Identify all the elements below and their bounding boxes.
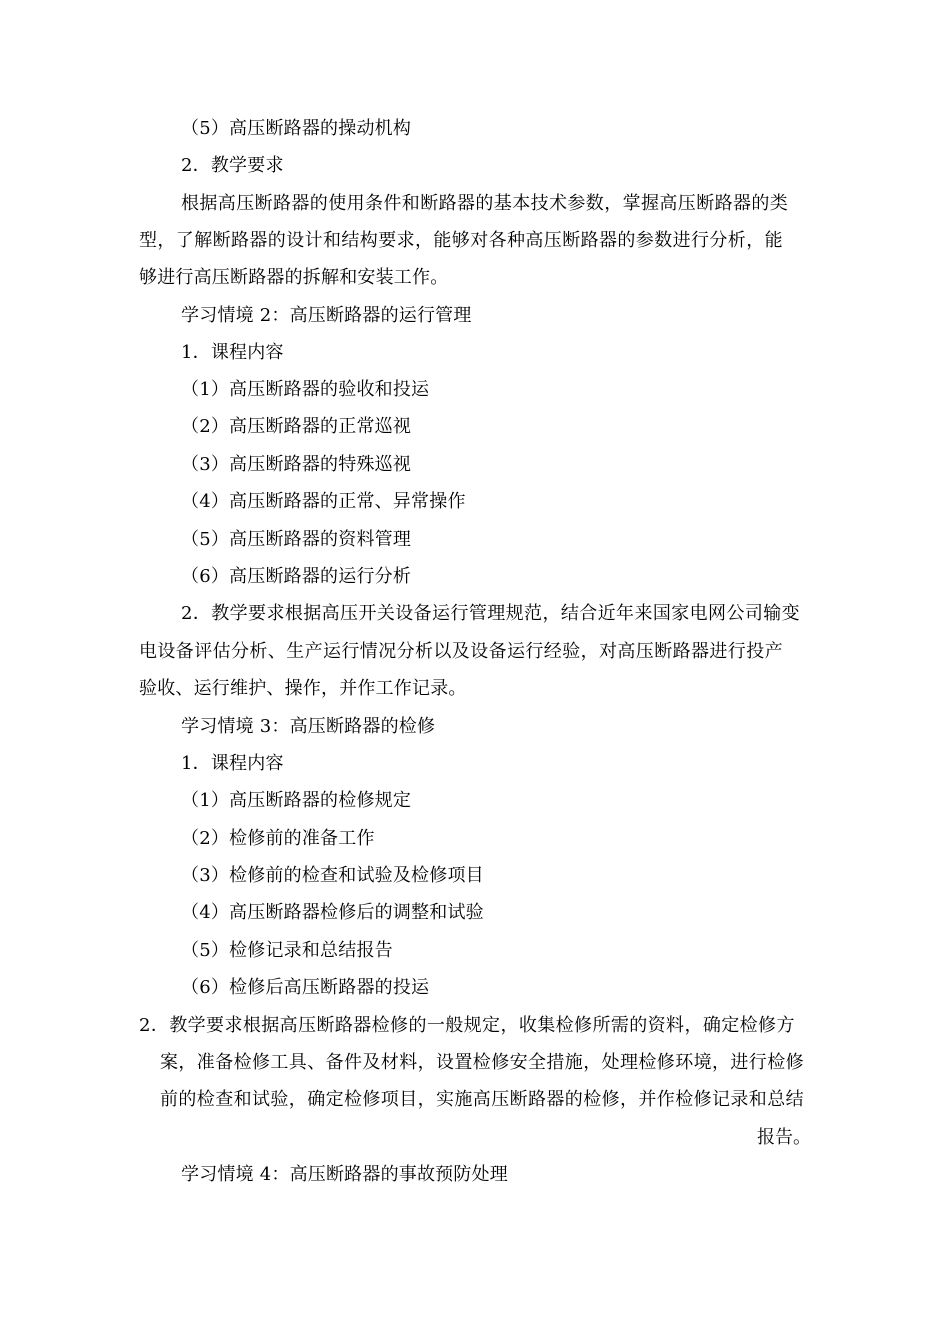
- situation-title: 学习情境 3：高压断路器的检修: [181, 716, 436, 737]
- paragraph-line: 2．教学要求根据高压开关设备运行管理规范，结合近年来国家电网公司输变: [181, 603, 801, 624]
- list-item: （6）检修后高压断路器的投运: [181, 977, 430, 998]
- list-item: （1）高压断路器的验收和投运: [181, 379, 430, 400]
- list-item: （6）高压断路器的运行分析: [181, 566, 412, 587]
- list-item: （2）高压断路器的正常巡视: [181, 416, 412, 437]
- paragraph-line: 根据高压断路器的使用条件和断路器的基本技术参数，掌握高压断路器的类: [181, 193, 789, 214]
- paragraph-line: 2．教学要求根据高压断路器检修的一般规定，收集检修所需的资料，确定检修方: [139, 1015, 795, 1036]
- list-item: （5）高压断路器的操动机构: [181, 118, 412, 139]
- paragraph-line: 电设备评估分析、生产运行情况分析以及设备运行经验，对高压断路器进行投产: [139, 641, 783, 662]
- section-heading: 2．教学要求: [181, 155, 284, 176]
- list-item: （3）检修前的检查和试验及检修项目: [181, 865, 484, 886]
- situation-title: 学习情境 4：高压断路器的事故预防处理: [181, 1164, 508, 1185]
- list-item: （3）高压断路器的特殊巡视: [181, 454, 412, 475]
- list-item: （4）高压断路器检修后的调整和试验: [181, 902, 484, 923]
- list-item: （5）高压断路器的资料管理: [181, 529, 412, 550]
- list-item: （4）高压断路器的正常、异常操作: [181, 491, 466, 512]
- situation-title: 学习情境 2：高压断路器的运行管理: [181, 305, 472, 326]
- list-item: （2）检修前的准备工作: [181, 828, 375, 849]
- list-item: （5）检修记录和总结报告: [181, 940, 393, 961]
- section-heading: 1．课程内容: [181, 342, 284, 363]
- paragraph-line: 案，准备检修工具、备件及材料，设置检修安全措施，处理检修环境，进行检修: [160, 1052, 804, 1073]
- paragraph-line: 前的检查和试验，确定检修项目，实施高压断路器的检修，并作检修记录和总结: [160, 1089, 804, 1110]
- list-item: （1）高压断路器的检修规定: [181, 790, 412, 811]
- paragraph-line: 报告。: [757, 1127, 811, 1148]
- paragraph-line: 验收、运行维护、操作，并作工作记录。: [139, 678, 467, 699]
- paragraph-line: 型，了解断路器的设计和结构要求，能够对各种高压断路器的参数进行分析，能: [139, 230, 783, 251]
- paragraph-line: 够进行高压断路器的拆解和安装工作。: [139, 267, 449, 288]
- section-heading: 1．课程内容: [181, 753, 284, 774]
